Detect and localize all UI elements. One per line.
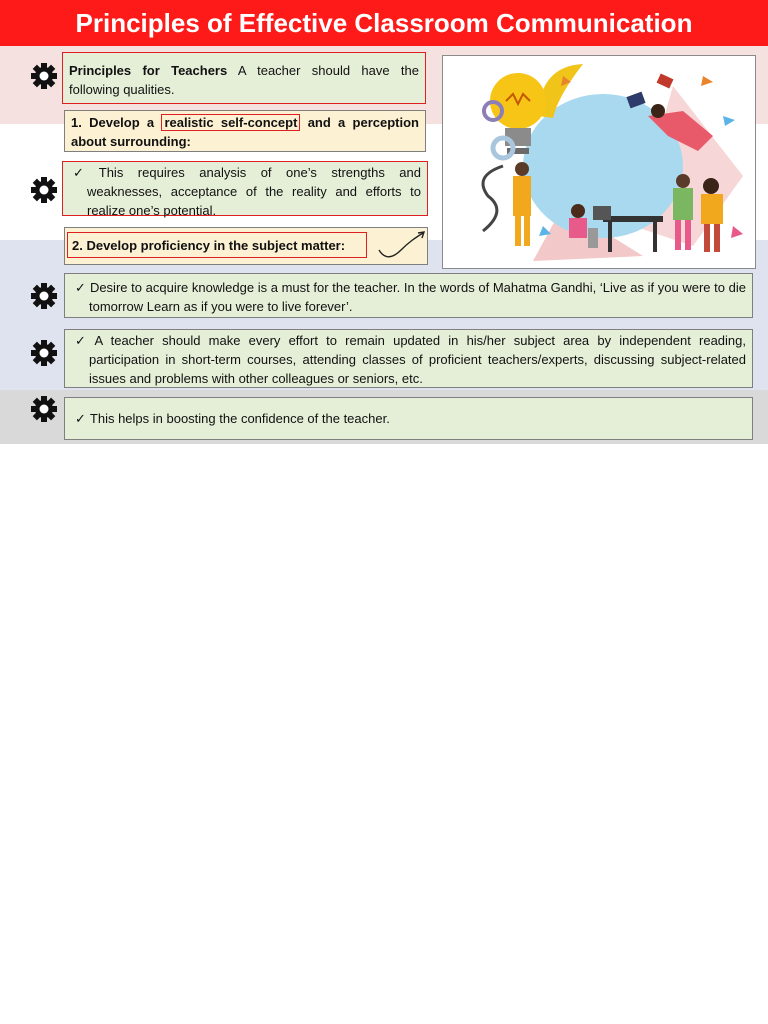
point-1-highlight: realistic self-concept — [161, 114, 300, 131]
bullet-box-gandhi — [64, 273, 753, 318]
gear-icon — [29, 61, 59, 91]
point-1-prefix: 1. Develop a — [71, 115, 155, 130]
bullet-confidence-text: This helps in boosting the confidence of the teacher. — [89, 411, 390, 426]
bullet-box-updated — [64, 329, 753, 388]
bullet-gandhi-text: Desire to acquire knowledge is a must for the teacher. In the words of Mahatma Gandhi, ‘Live as if you were to die tomorrow Learn as if you were to live forever’. — [89, 280, 746, 314]
list-item — [71, 278, 746, 316]
list-item — [71, 331, 746, 388]
point-1-heading — [64, 110, 426, 152]
point-2-heading — [64, 227, 428, 265]
list-item — [69, 163, 421, 220]
slide — [0, 0, 768, 444]
point-1-detail-text: This requires analysis of one’s strengths and weaknesses, acceptance of the reality and efforts to realize one’s potential. — [87, 165, 421, 218]
checkmark-icon: ✓ — [75, 333, 91, 348]
arrow-icon — [375, 230, 427, 262]
gear-icon — [29, 281, 59, 311]
lightbulb-icon — [443, 56, 755, 268]
bullet-updated-text: A teacher should make every effort to remain updated in his/her subject area by independent reading, participation in short-term courses, attending classes of proficient teachers/experts, discussing subject-related issues and problems with other colleagues or seniors, etc. — [89, 333, 746, 386]
point-2-text: 2. Develop proficiency in the subject matter: — [67, 232, 367, 258]
intro-text: A teacher should have the following qualities. — [69, 63, 419, 97]
page-title: Principles of Effective Classroom Communication — [0, 0, 768, 46]
bullet-box-confidence — [64, 397, 753, 440]
list-item — [71, 409, 746, 428]
teachers-illustration — [442, 55, 756, 269]
checkmark-icon: ✓ — [75, 411, 86, 426]
intro-box — [62, 52, 426, 104]
point-1-detail-box — [62, 161, 428, 216]
gear-icon — [29, 338, 59, 368]
checkmark-icon: ✓ — [75, 280, 86, 295]
intro-bold: Principles for Teachers — [69, 63, 228, 78]
gear-icon — [29, 175, 59, 205]
point-1-suffix: and a perception about surrounding: — [71, 115, 419, 149]
gear-icon — [29, 394, 59, 424]
checkmark-icon: ✓ — [73, 165, 95, 180]
